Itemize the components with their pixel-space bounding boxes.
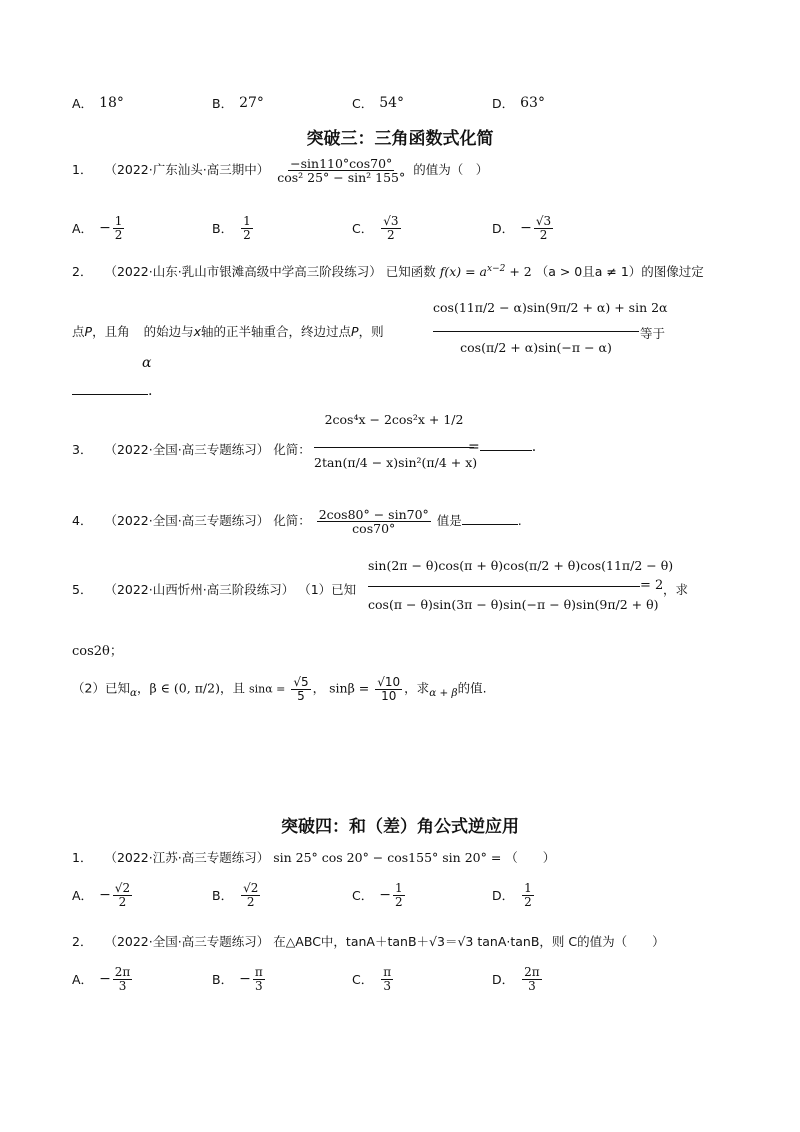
option-c[interactable]: [352, 213, 403, 243]
q3-fraction-bar: [314, 447, 474, 448]
option-label: C．: [352, 888, 374, 903]
option-label: B．: [212, 221, 234, 236]
denominator: 3: [254, 978, 263, 993]
numerator: √3: [383, 213, 399, 228]
option-label: B．: [212, 96, 234, 111]
function-expression: f(x) = a: [439, 264, 487, 279]
q5-numerator: sin(2π − θ)cos(π + θ)cos(π/2 + θ)cos(11π/2 − θ): [368, 558, 674, 573]
text: ，: [312, 680, 326, 696]
text: ，且: [219, 680, 245, 696]
question-source: （2022·全国·高三专题练习）: [104, 934, 270, 949]
option-value: 27°: [239, 95, 264, 111]
q3-numerator: 2cos⁴x − 2cos²x + 1/2: [324, 412, 464, 427]
option-b[interactable]: [212, 880, 262, 910]
option-d[interactable]: [492, 964, 544, 994]
question-source: （2022·全国·高三专题练习）: [104, 513, 270, 529]
alpha-plus-beta: α + β: [429, 687, 458, 700]
question-1: [72, 157, 488, 184]
question-2-line1: [72, 262, 704, 280]
option-a[interactable]: [72, 213, 126, 243]
denominator: 2: [524, 894, 532, 909]
numerator: π: [254, 964, 263, 979]
question-number: 1．: [72, 162, 93, 178]
question-text: 化简：: [273, 513, 311, 529]
numerator: 1: [524, 880, 532, 895]
equals-sign: =: [468, 439, 480, 455]
question-number: 4．: [72, 513, 93, 529]
option-fraction: [113, 882, 132, 908]
q5-tail: ，求: [663, 582, 689, 597]
text: ，β ∈: [136, 680, 170, 696]
question-5-line1: [72, 580, 356, 598]
section-title-4: 突破四：和（差）角公式逆应用: [281, 817, 519, 837]
option-sign: −: [239, 971, 251, 987]
option-label: B．: [212, 888, 234, 903]
top-options-row: [72, 88, 632, 118]
option-sign: −: [520, 220, 532, 236]
question-number: 1．: [72, 850, 93, 865]
numerator: π: [383, 964, 392, 979]
option-label: C．: [352, 972, 374, 987]
text: 的始边与: [143, 324, 194, 339]
sin-alpha-fraction: [291, 676, 310, 702]
denominator: 3: [118, 978, 127, 993]
option-sign: −: [99, 220, 111, 236]
denominator: 5: [297, 688, 305, 703]
numerator: √2: [243, 880, 259, 895]
option-label: B．: [212, 972, 234, 987]
numerator: √10: [377, 675, 401, 689]
question-suffix: 的值为（ ）: [413, 162, 489, 178]
option-label: D．: [492, 888, 515, 903]
question-number: 3．: [72, 442, 93, 457]
option-fraction: [381, 215, 400, 241]
option-b[interactable]: [212, 964, 267, 994]
function-tail: + 2: [509, 264, 532, 279]
option-fraction: [241, 882, 260, 908]
option-sign: −: [99, 887, 111, 903]
question-5-part2: [72, 676, 487, 702]
q2-fraction-bar: [433, 331, 639, 332]
text: 点: [72, 324, 85, 339]
function-exponent: x−2: [487, 263, 506, 274]
text: 轴的正半轴重合，终边过点: [201, 324, 352, 339]
numerator: 1: [114, 213, 123, 228]
question-text: 在△ABC中，tanA＋tanB＋√3＝√3 tanA·tanB，则 C的值为（ ）: [273, 934, 665, 949]
option-b[interactable]: [212, 213, 255, 243]
option-value: 54°: [379, 95, 405, 111]
point-p: P: [84, 324, 93, 339]
q1-options: [72, 213, 632, 243]
question-6: [72, 848, 555, 866]
option-a[interactable]: [72, 88, 124, 118]
section-title-3: 突破三：三角函数式化简: [306, 129, 494, 149]
denominator: 2: [114, 227, 123, 242]
option-fraction: [534, 215, 553, 241]
fraction-numerator: 2cos80° − sin70°: [318, 507, 429, 522]
question-4: [72, 508, 522, 535]
option-fraction: [113, 215, 125, 241]
fraction-denominator: cos² 25° − sin² 155°: [277, 170, 406, 186]
q2-numerator: cos(11π/2 − α)sin(9π/2 + α) + sin 2α: [433, 300, 668, 315]
q7-options: [72, 964, 632, 994]
option-label: A．: [72, 221, 94, 236]
option-c[interactable]: [352, 880, 407, 910]
text: ，且角: [92, 324, 130, 339]
q5-equals: = 2: [640, 578, 664, 593]
alpha-symbol: α: [142, 355, 152, 371]
denominator: 2: [246, 894, 255, 909]
point-p: P: [351, 324, 359, 339]
question-source: （2022·山东·乳山市银滩高级中学高三阶段练习）: [104, 264, 382, 279]
option-c[interactable]: [352, 88, 404, 118]
answer-blank[interactable]: [462, 514, 518, 525]
denominator: 2: [394, 894, 403, 909]
option-a[interactable]: [72, 964, 134, 994]
expression-fraction: [275, 157, 407, 184]
option-d[interactable]: [492, 213, 555, 243]
option-value: 63°: [520, 95, 545, 111]
option-fraction: [253, 966, 265, 992]
question-7: [72, 932, 665, 950]
denominator: 2: [387, 227, 395, 242]
option-fraction: [393, 882, 405, 908]
q2-tail: 等于: [640, 326, 666, 341]
question-number: 2．: [72, 934, 93, 949]
question-text: 化简：: [273, 442, 311, 457]
option-sign: −: [99, 971, 111, 987]
option-fraction: [522, 966, 542, 992]
function-condition: （a > 0且a ≠ 1）的图像过定: [535, 264, 704, 279]
question-number: 2．: [72, 264, 93, 279]
expression-fraction: [317, 508, 431, 535]
q5-fraction-bar: [368, 586, 640, 587]
option-fraction: [522, 882, 534, 908]
interval: (0, π/2): [173, 680, 220, 696]
option-label: C．: [352, 221, 374, 236]
q2-denominator: cos(π/2 + α)sin(−π − α): [460, 340, 612, 355]
numerator: 2π: [114, 964, 131, 979]
option-label: D．: [492, 972, 515, 987]
fraction-numerator: −sin110°cos70°: [290, 156, 393, 171]
numerator: 2π: [524, 964, 540, 979]
answer-paren: （ ）: [505, 850, 556, 865]
option-fraction: [241, 215, 253, 241]
option-a[interactable]: [72, 880, 134, 910]
alpha: α: [129, 687, 137, 700]
denominator: 10: [381, 688, 397, 703]
question-source: （2022·广东汕头·高三期中）: [104, 162, 270, 178]
option-label: D．: [492, 221, 515, 236]
q5-line2: cos2θ；: [72, 644, 123, 659]
fraction-denominator: cos70°: [352, 521, 396, 537]
denominator: 2: [539, 227, 548, 242]
option-fraction: [113, 966, 133, 992]
var-x: x: [193, 324, 201, 339]
expression: sin 25° cos 20° − cos155° sin 20° =: [273, 850, 502, 865]
question-tail: 值是: [436, 513, 462, 529]
option-value: 18°: [99, 95, 124, 111]
option-d[interactable]: [492, 880, 536, 910]
end-period: .: [517, 513, 522, 529]
option-label: A．: [72, 888, 94, 903]
option-label: A．: [72, 96, 94, 111]
sin-beta-fraction: [375, 676, 402, 702]
denominator: 3: [383, 978, 391, 993]
q3-denominator: 2tan(π/4 − x)sin²(π/4 + x): [314, 455, 478, 470]
question-number: 5．: [72, 582, 93, 597]
option-fraction: [381, 966, 393, 992]
numerator: √5: [293, 675, 309, 689]
option-label: A．: [72, 972, 94, 987]
numerator: √2: [114, 880, 131, 895]
denominator: 2: [243, 227, 251, 242]
question-source: （2022·山西忻州·高三阶段练习）: [104, 582, 295, 597]
sin-alpha: sinα =: [248, 682, 286, 696]
option-label: D．: [492, 96, 515, 111]
numerator: 1: [394, 880, 403, 895]
sin-beta: sinβ =: [329, 680, 370, 696]
q6-options: [72, 880, 632, 910]
q3-answer[interactable]: [468, 438, 536, 455]
option-d[interactable]: [492, 88, 545, 118]
text: （2）已知: [72, 680, 130, 696]
question-2-line2: [72, 322, 384, 340]
end-period: .: [531, 439, 537, 455]
denominator: 3: [528, 978, 536, 993]
q5-denominator: cos(π − θ)sin(3π − θ)sin(−π − θ)sin(9π/2 + θ): [368, 597, 659, 612]
answer-blank[interactable]: [72, 380, 152, 399]
question-source: （2022·全国·高三专题练习）: [104, 442, 270, 457]
option-c[interactable]: [352, 964, 395, 994]
option-sign: −: [379, 887, 391, 903]
question-text: 已知函数: [385, 264, 436, 279]
question-text: （1）已知: [298, 582, 357, 597]
numerator: √3: [535, 213, 552, 228]
end-period: .: [148, 383, 153, 399]
numerator: 1: [243, 213, 251, 228]
question-3: [72, 440, 311, 458]
text: ，则: [358, 324, 384, 339]
question-source: （2022·江苏·高三专题练习）: [104, 850, 270, 865]
denominator: 2: [118, 894, 127, 909]
text: ，求: [404, 680, 430, 696]
text: 的值.: [457, 680, 487, 696]
option-b[interactable]: [212, 88, 264, 118]
option-label: C．: [352, 96, 374, 111]
